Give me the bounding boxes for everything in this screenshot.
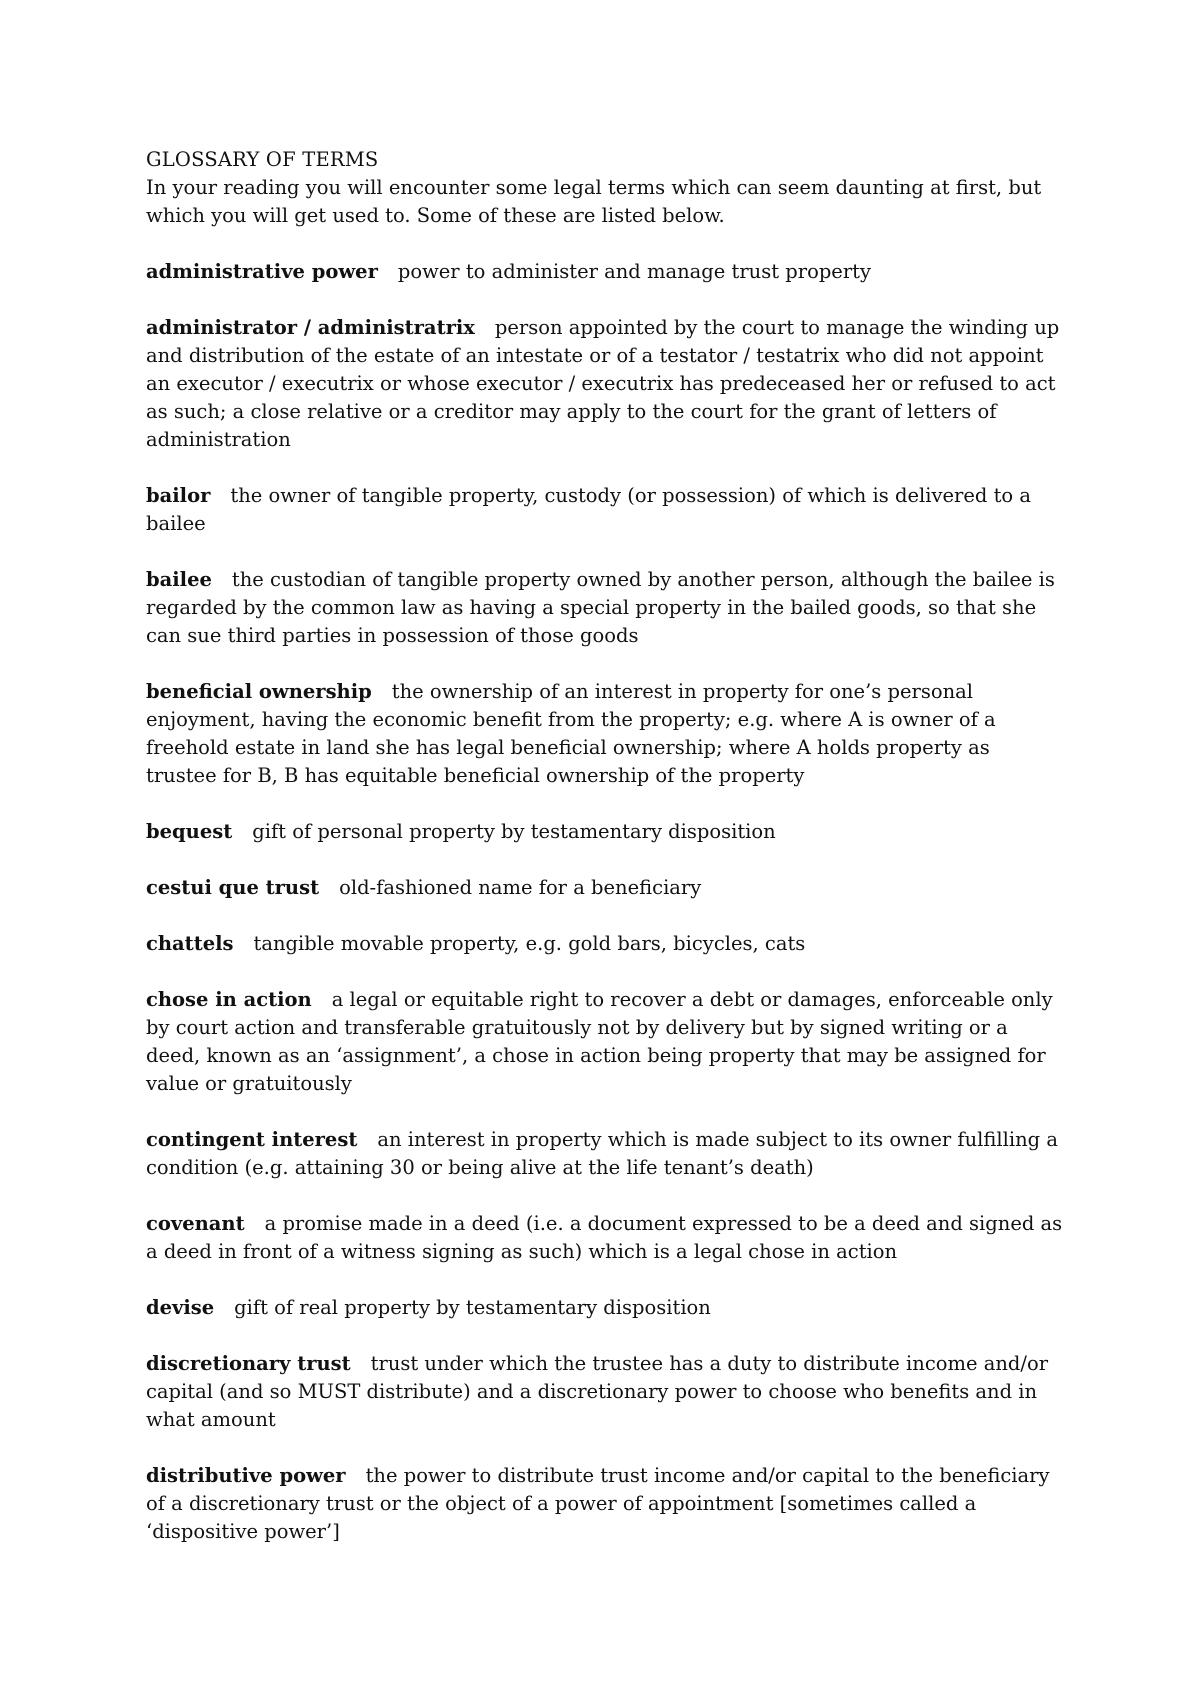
glossary-entry [146,566,1066,650]
glossary-term: contingent interest [146,1128,358,1151]
glossary-term: cestui que trust [146,876,320,899]
glossary-definition: old-fashioned name for a beneficiary [339,876,702,899]
glossary-definition: the ownership of an interest in property for one’s personal enjoyment, having the economic benefit from the property; e.g. where A is owner of a freehold estate in land she has legal beneficial ownership; where A holds property as trustee for B, B has equitable beneficial ownership of the property [146,680,996,787]
glossary-term: bequest [146,820,233,843]
glossary-entry [146,1350,1066,1434]
glossary-term: distributive power [146,1464,346,1487]
glossary-entry [146,986,1066,1098]
glossary-entry [146,818,1066,846]
glossary-entry [146,258,1066,286]
glossary-definition: power to administer and manage trust property [397,260,872,283]
glossary-entry [146,1210,1066,1266]
glossary-definition: the power to distribute trust income and/or capital to the beneficiary of a discretionary trust or the object of a power of appointment [sometimes called a ‘dispositive power’] [146,1464,1050,1543]
glossary-definition: trust under which the trustee has a duty to distribute income and/or capital (and so MUST distribute) and a discretionary power to choose who benefits and in what amount [146,1352,1049,1431]
glossary-definition: tangible movable property, e.g. gold bars, bicycles, cats [253,932,806,955]
glossary-entry [146,1126,1066,1182]
glossary-term: bailor [146,484,211,507]
page-title: GLOSSARY OF TERMS [146,148,379,171]
glossary-term: discretionary trust [146,1352,351,1375]
glossary-entry [146,314,1066,454]
glossary-definition: the custodian of tangible property owned by another person, although the bailee is regarded by the common law as having a special property in the bailed goods, so that she can sue third parties in possession of those goods [146,568,1055,647]
glossary-entry [146,1462,1066,1546]
glossary-entry [146,930,1066,958]
glossary-term: beneficial ownership [146,680,372,703]
glossary-term: administrator / administratrix [146,316,475,339]
glossary-term: bailee [146,568,212,591]
glossary-definition: person appointed by the court to manage the winding up and distribution of the estate of an intestate or of a testator / testatrix who did not appoint an executor / executrix or whose executor / executrix has predeceased her or refused to act as such; a close relative or a creditor may apply to the court for the grant of letters of administration [146,316,1060,451]
glossary-term: chose in action [146,988,312,1011]
glossary-entry [146,482,1066,538]
glossary-definition: gift of real property by testamentary disposition [234,1296,711,1319]
glossary-entry [146,874,1066,902]
glossary-term: chattels [146,932,234,955]
glossary-entry [146,678,1066,790]
glossary-definition: an interest in property which is made subject to its owner fulfilling a condition (e.g. attaining 30 or being alive at the life tenant’s death) [146,1128,1058,1179]
glossary-term: devise [146,1296,215,1319]
glossary-definition: a promise made in a deed (i.e. a document expressed to be a deed and signed as a deed in front of a witness signing as such) which is a legal chose in action [146,1212,1063,1263]
glossary-term: administrative power [146,260,378,283]
glossary-entry [146,1294,1066,1322]
glossary-definition: gift of personal property by testamentary disposition [252,820,776,843]
document-body [146,146,1066,1574]
glossary-definition: the owner of tangible property, custody (or possession) of which is delivered to a bailee [146,484,1031,535]
glossary-term: covenant [146,1212,245,1235]
glossary-definition: a legal or equitable right to recover a debt or damages, enforceable only by court action and transferable gratuitously not by delivery but by signed writing or a deed, known as an ‘assignment’, a chose in action being property that may be assigned for value or gratuitously [146,988,1053,1095]
intro-paragraph: In your reading you will encounter some legal terms which can seem daunting at first, but which you will get used to. Some of these are listed below. [146,176,1042,227]
